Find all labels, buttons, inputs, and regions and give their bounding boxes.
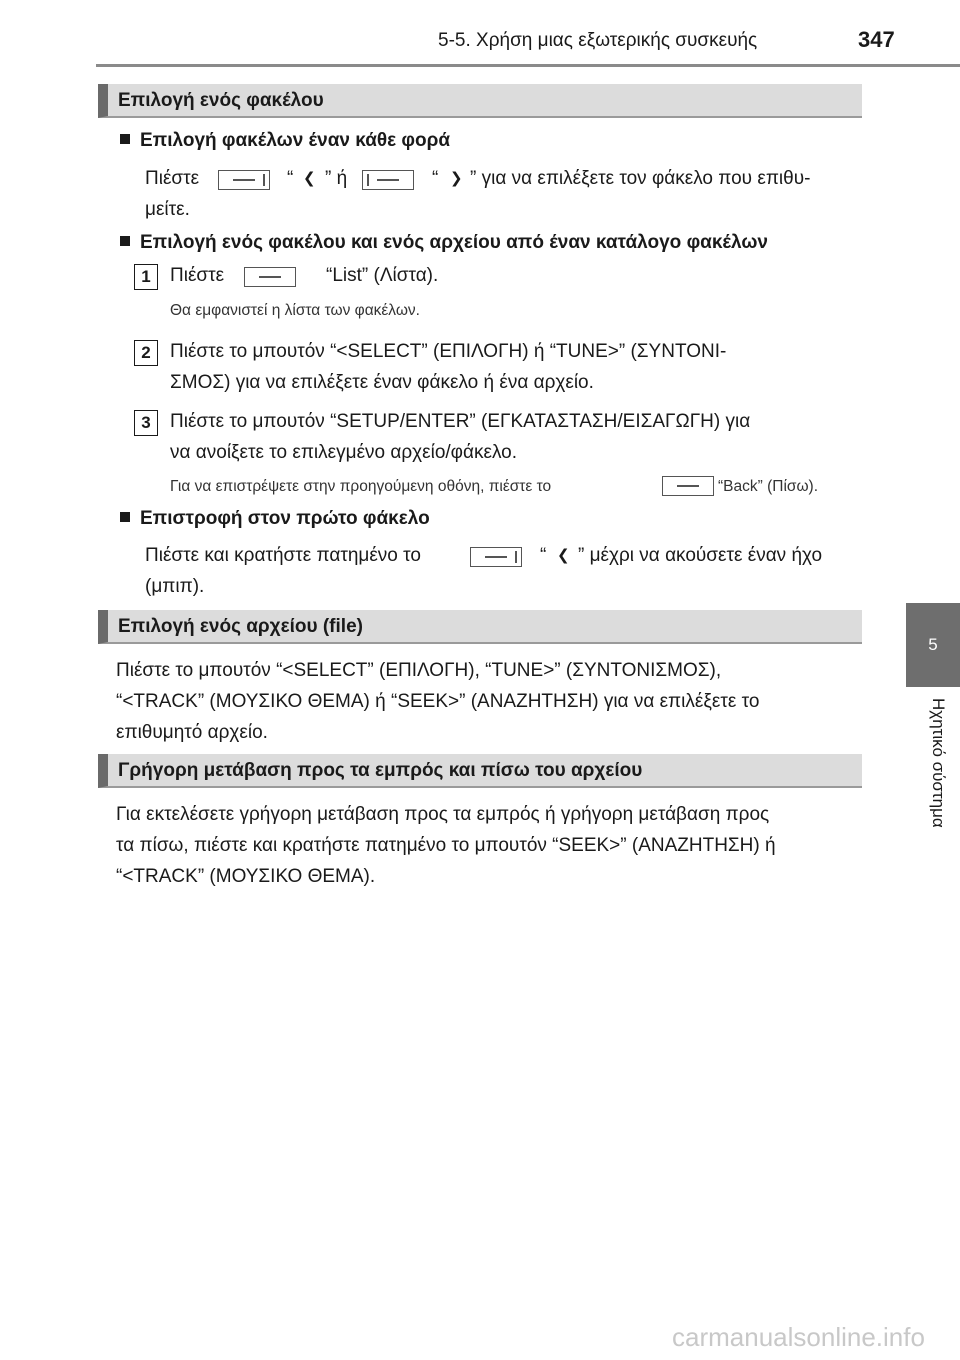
step1-text-a: Πιέστε <box>170 265 225 286</box>
header-divider <box>96 64 960 67</box>
step1-note: Θα εμφανιστεί η λίστα των φακέλων. <box>170 302 420 319</box>
ff-line1: Για εκτελέσετε γρήγορη μετάβαση προς τα εμπρός ή γρήγορη μετάβαση προς <box>116 804 770 825</box>
step-number-3: 3 <box>134 410 158 436</box>
folder-one-or: ” ή <box>325 168 348 189</box>
folder-first-line1-c: ” μέχρι να ακούσετε έναν ήχο <box>578 545 823 566</box>
subheading-folder-first <box>120 508 430 530</box>
folder-one-line1-a: Πιέστε <box>145 168 200 189</box>
chapter-label: Ηχητικό σύστημα <box>929 698 948 828</box>
section-title-folder: Επιλογή ενός φακέλου <box>118 90 324 111</box>
screen-button-list <box>244 267 296 287</box>
section-bar-ff <box>98 754 862 788</box>
chevron-left-icon: ❮ <box>557 546 570 564</box>
chevron-left-icon: ❮ <box>303 169 316 187</box>
folder-one-line2: μείτε. <box>145 199 190 220</box>
bullet-square-icon <box>120 134 130 144</box>
bullet-square-icon <box>120 236 130 246</box>
subheading-text: Επιλογή ενός φακέλου και ενός αρχείου από έναν κατάλογο φακέλων <box>140 232 768 253</box>
ff-line3: “<TRACK” (ΜΟΥΣΙΚΟ ΘΕΜΑ). <box>116 866 376 887</box>
step-number-2: 2 <box>134 340 158 366</box>
folder-first-line1-a: Πιέστε και κρατήστε πατημένο το <box>145 545 421 566</box>
folder-first-line2: (μπιπ). <box>145 576 205 597</box>
section-header: 5-5. Χρήση μιας εξωτερικής συσκευής <box>438 30 758 51</box>
ff-line2: τα πίσω, πιέστε και κρατήστε πατημένο το μπουτόν “SEEK>” (ΑΝΑΖΗΤΗΣΗ) ή <box>116 835 776 856</box>
subheading-folder-one <box>120 130 450 152</box>
page-number: 347 <box>858 27 895 52</box>
chapter-tab: 5 <box>906 603 960 687</box>
screen-button-prev-folder <box>218 170 270 190</box>
section-bar-folder <box>98 84 862 118</box>
folder-one-line1-e: ” για να επιλέξετε τον φάκελο που επιθυ- <box>470 168 811 189</box>
file-line2: “<TRACK” (ΜΟΥΣΙΚΟ ΘΕΜΑ) ή “SEEK>” (ΑΝΑΖΗΤΗΣΗ) για να επιλέξετε το <box>116 691 760 712</box>
folder-first-quote-open: “ <box>540 545 547 566</box>
section-title-file: Επιλογή ενός αρχείου (file) <box>118 616 363 637</box>
step3-note-a: Για να επιστρέψετε στην προηγούμενη οθόνη, πιέστε το <box>170 478 552 495</box>
folder-one-quote-open: “ <box>287 168 294 189</box>
step3-note-b: “Back” (Πίσω). <box>718 478 819 495</box>
watermark: carmanualsonline.info <box>672 1322 925 1352</box>
folder-one-quote-open-2: “ <box>432 168 439 189</box>
step3-line2: να ανοίξετε το επιλεγμένο αρχείο/φάκελο. <box>170 442 518 463</box>
step-number-1: 1 <box>134 264 158 290</box>
file-line3: επιθυμητό αρχείο. <box>116 722 268 743</box>
step1-text-b: “List” (Λίστα). <box>326 265 439 286</box>
subheading-text: Επιστροφή στον πρώτο φάκελο <box>140 508 430 529</box>
subheading-folder-list <box>120 232 768 254</box>
section-title-ff: Γρήγορη μετάβαση προς τα εμπρός και πίσω του αρχείου <box>118 760 643 781</box>
chevron-right-icon: ❯ <box>450 169 463 187</box>
screen-button-first-folder <box>470 547 522 567</box>
screen-button-back <box>662 476 714 496</box>
step3-line1: Πιέστε το μπουτόν “SETUP/ENTER” (ΕΓΚΑΤΑΣΤΑΣΗ/ΕΙΣΑΓΩΓΗ) για <box>170 411 751 432</box>
step2-line2: ΣΜΟΣ) για να επιλέξετε έναν φάκελο ή ένα αρχείο. <box>170 372 594 393</box>
file-line1: Πιέστε το μπουτόν “<SELECT” (ΕΠΙΛΟΓΗ), “TUNE>” (ΣΥΝΤΟΝΙΣΜΟΣ), <box>116 660 722 681</box>
subheading-text: Επιλογή φακέλων έναν κάθε φορά <box>140 130 451 151</box>
bullet-square-icon <box>120 512 130 522</box>
section-bar-file <box>98 610 862 644</box>
step2-line1: Πιέστε το μπουτόν “<SELECT” (ΕΠΙΛΟΓΗ) ή “TUNE>” (ΣΥΝΤΟΝΙ- <box>170 341 727 362</box>
screen-button-next-folder <box>362 170 414 190</box>
